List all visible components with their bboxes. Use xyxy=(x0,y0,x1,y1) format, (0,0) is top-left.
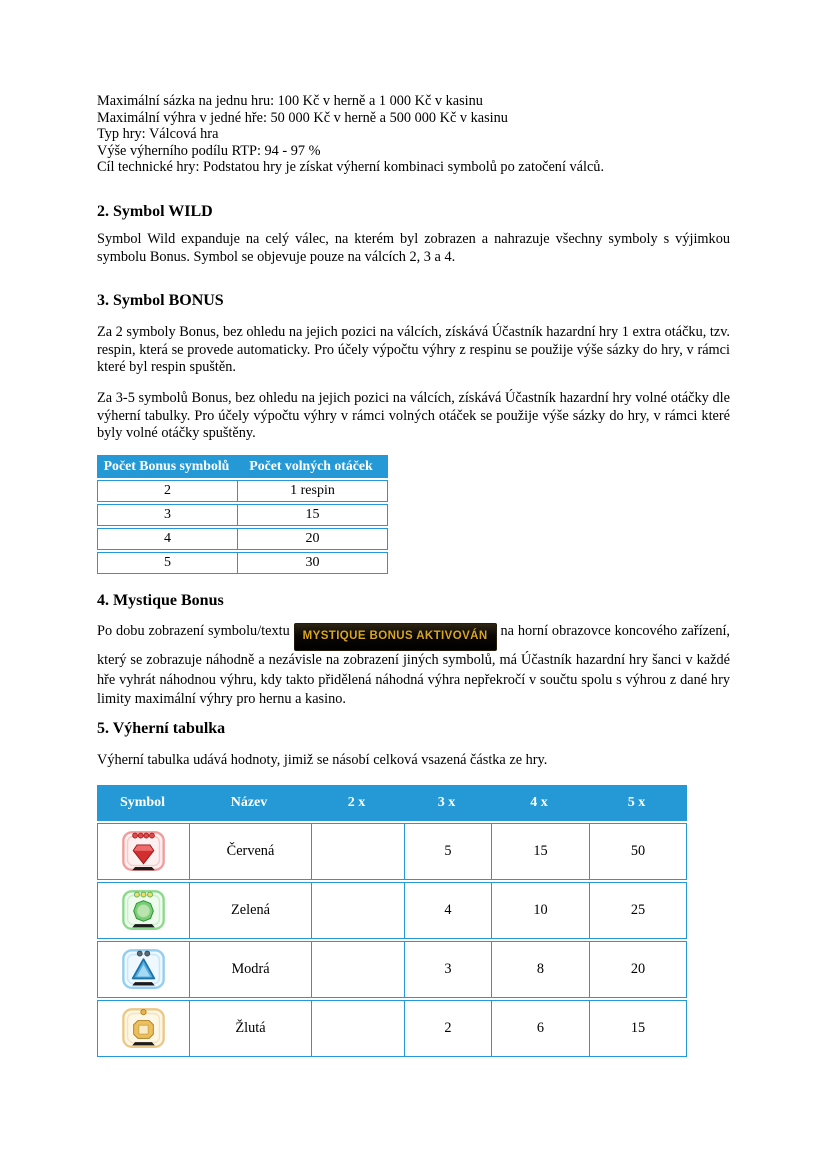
table-row xyxy=(97,504,388,526)
value-cell-4x: 8 xyxy=(491,942,589,997)
symbol-name-cell: Modrá xyxy=(189,942,311,997)
paytable-header-symbol: Symbol xyxy=(119,795,166,811)
table-row xyxy=(97,552,388,574)
rtp-line: Výše výherního podílu RTP: 94 - 97 % xyxy=(97,142,321,159)
value-cell-2x xyxy=(311,942,404,997)
value-cell-4x: 6 xyxy=(491,1001,589,1056)
blue-gem-icon xyxy=(121,947,166,992)
bonus-table-header xyxy=(97,455,388,478)
table-row xyxy=(97,1000,687,1057)
table-row xyxy=(97,941,687,998)
value-cell-3x: 4 xyxy=(404,883,491,938)
section-heading-mystique: 4. Mystique Bonus xyxy=(97,591,224,609)
mystique-text-before: Po dobu zobrazení symbolu/textu xyxy=(97,622,290,639)
section-heading-paytable: 5. Výherní tabulka xyxy=(97,719,226,737)
game-type-line: Typ hry: Válcová hra xyxy=(97,126,219,143)
freespin-count-cell: 30 xyxy=(237,553,387,573)
paytable-header-2x: 2 x xyxy=(347,795,366,811)
symbol-name-cell: Červená xyxy=(189,824,311,879)
bonus-count-cell: 4 xyxy=(164,530,171,546)
paytable-header xyxy=(97,785,687,821)
mystique-paragraph xyxy=(97,622,730,710)
value-cell-5x: 50 xyxy=(589,824,686,879)
freespin-count-cell: 15 xyxy=(237,505,387,525)
value-cell-2x xyxy=(311,1001,404,1056)
table-row xyxy=(97,823,687,880)
green-gem-icon xyxy=(121,888,166,933)
bonus-table-header-symbols: Počet Bonus symbolů xyxy=(103,458,230,474)
paytable-header-4x: 4 x xyxy=(530,795,548,811)
game-objective-line: Cíl technické hry: Podstatou hry je získat výherní kombinaci symbolů po zatočení válců. xyxy=(97,159,605,176)
value-cell-3x: 3 xyxy=(404,942,491,997)
bonus-table xyxy=(97,455,388,574)
paytable-header-name: Název xyxy=(230,795,268,811)
value-cell-5x: 15 xyxy=(589,1001,686,1056)
value-cell-5x: 20 xyxy=(589,942,686,997)
bonus-freespins-paragraph: Za 3-5 symbolů Bonus, bez ohledu na jejich pozici na válcích, získává Účastník hazardní hry volné otáčky dle výherní tabulky. Pro účely výpočtu výhry v rámci volných otáček se použije výše sázky do hry, v rámci které byly volné otáčky spuštěny. xyxy=(97,389,730,442)
table-row xyxy=(97,480,388,502)
freespin-count-cell: 1 respin xyxy=(237,481,387,501)
bonus-count-cell: 5 xyxy=(164,554,171,570)
value-cell-2x xyxy=(311,824,404,879)
paytable-header-3x: 3 x xyxy=(437,795,456,811)
symbol-cell xyxy=(98,1001,189,1056)
value-cell-2x xyxy=(311,883,404,938)
bonus-count-cell: 2 xyxy=(164,482,171,498)
value-cell-4x: 15 xyxy=(491,824,589,879)
symbol-name-cell: Zelená xyxy=(189,883,311,938)
value-cell-4x: 10 xyxy=(491,883,589,938)
table-row xyxy=(97,882,687,939)
max-win-line: Maximální výhra v jedné hře: 50 000 Kč v herně a 500 000 Kč v kasinu xyxy=(97,109,508,126)
symbol-name-cell: Žlutá xyxy=(189,1001,311,1056)
section-heading-wild: 2. Symbol WILD xyxy=(97,202,213,220)
bonus-count-cell: 3 xyxy=(164,506,171,522)
section-heading-bonus: 3. Symbol BONUS xyxy=(97,292,224,310)
paytable xyxy=(97,785,687,1057)
mystique-bonus-badge: MYSTIQUE BONUS AKTIVOVÁN xyxy=(294,623,497,652)
value-cell-3x: 2 xyxy=(404,1001,491,1056)
bonus-table-header-freespins: Počet volných otáček xyxy=(249,458,373,474)
value-cell-5x: 25 xyxy=(589,883,686,938)
bonus-respin-paragraph: Za 2 symboly Bonus, bez ohledu na jejich pozici na válcích, získává Účastník hazardní hry 1 extra otáčku, tzv. respin, která se provede automaticky. Pro účely výpočtu výhry z respinu se použije výše sázky do hry, v rámci které byl respin spuštěn. xyxy=(97,324,730,376)
table-row xyxy=(97,528,388,550)
freespin-count-cell: 20 xyxy=(237,529,387,549)
red-gem-icon xyxy=(121,829,166,874)
value-cell-3x: 5 xyxy=(404,824,491,879)
yellow-gem-icon xyxy=(121,1006,166,1051)
symbol-cell xyxy=(98,883,189,938)
max-bet-line: Maximální sázka na jednu hru: 100 Kč v herně a 1 000 Kč v kasinu xyxy=(97,93,483,109)
symbol-cell xyxy=(98,824,189,879)
wild-paragraph: Symbol Wild expanduje na celý válec, na kterém byl zobrazen a nahrazuje všechny symboly s výjimkou symbolu Bonus. Symbol se objevuje pouze na válcích 2, 3 a 4. xyxy=(97,230,730,265)
mystique-text-after: na horní obrazovce koncového zařízení, který se zobrazuje náhodně a nezávisle na zobrazení jiných symbolů, má Účastník hazardní hry šanci v každé hře vyhrát náhodnou výhru, kdy takto přidělená náhodná výhra nepřekročí v součtu spolu s výhrou z dané hry limity maximální výhry pro hernu a kasino. xyxy=(97,622,731,708)
symbol-cell xyxy=(98,942,189,997)
game-parameters-block xyxy=(97,93,730,176)
paytable-intro: Výherní tabulka udává hodnoty, jimiž se násobí celková vsazená částka ze hry. xyxy=(97,751,548,768)
paytable-header-5x: 5 x xyxy=(627,795,646,811)
